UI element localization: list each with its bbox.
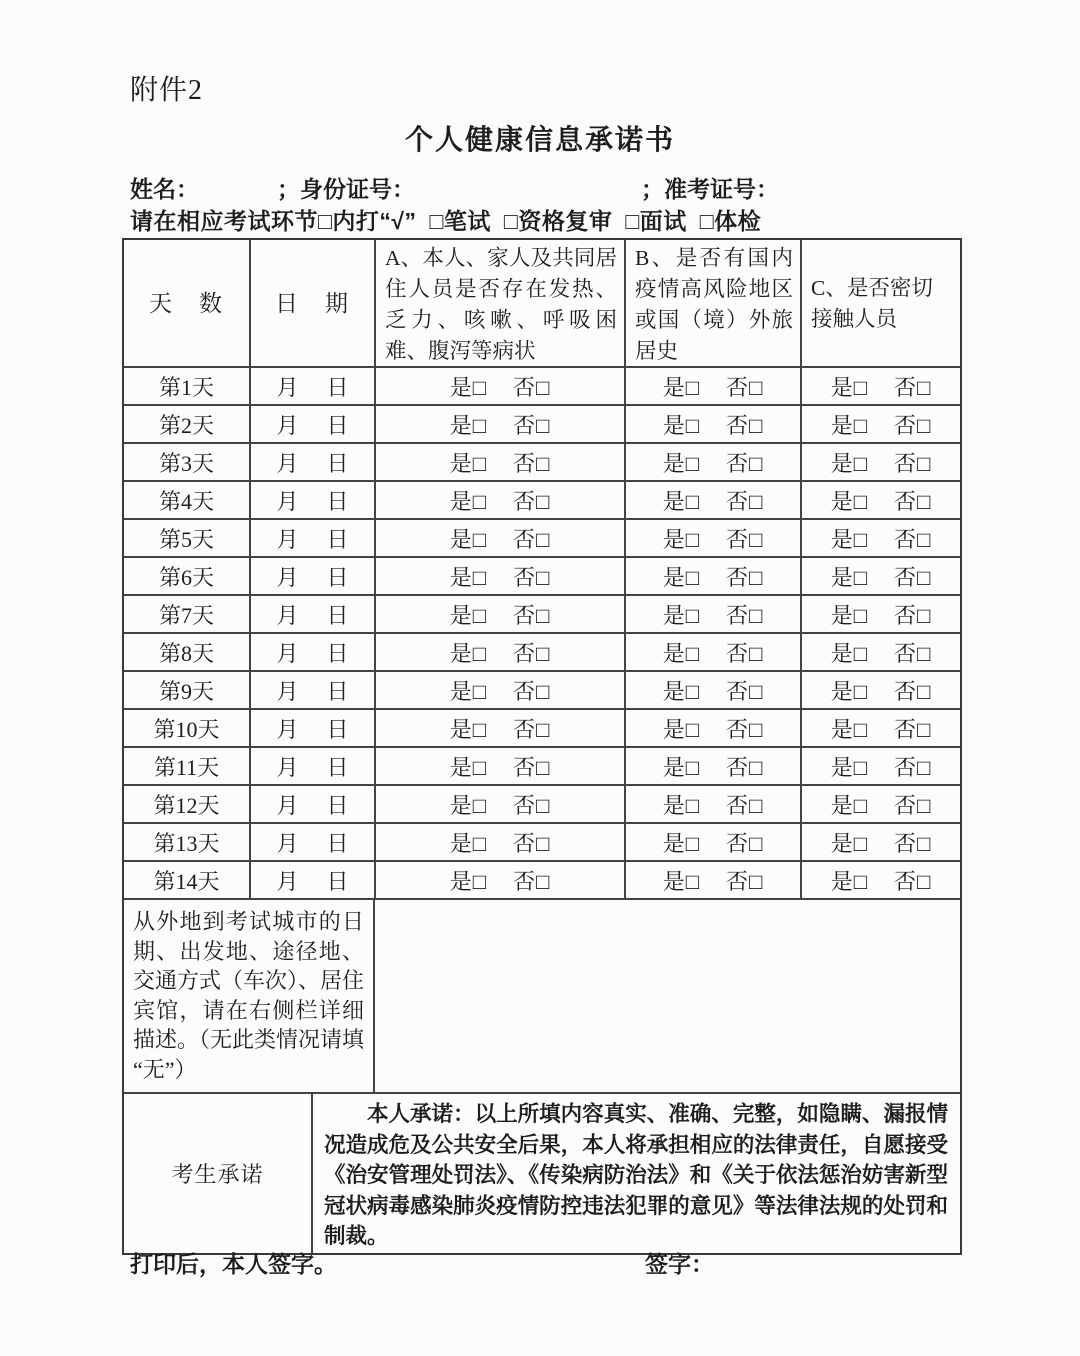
- no-checkbox[interactable]: 否□: [726, 716, 764, 742]
- symptoms-answer-cell: [374, 558, 624, 594]
- close-contact-answer-cell: [800, 482, 960, 518]
- yes-checkbox[interactable]: 是□: [449, 488, 487, 514]
- table-row: [124, 556, 960, 594]
- date-cell[interactable]: [249, 368, 374, 404]
- close-contact-answer-cell: [800, 748, 960, 784]
- day-number-cell: [124, 786, 249, 822]
- candidate-promise-row: [124, 1092, 960, 1253]
- day-label: 日: [326, 754, 349, 780]
- day-number: 第12天: [153, 792, 220, 818]
- yes-checkbox[interactable]: 是□: [662, 374, 700, 400]
- id-number-field-label: ；身份证号：: [277, 176, 415, 202]
- day-number: 第9天: [158, 678, 214, 704]
- date-cell[interactable]: [249, 406, 374, 442]
- header-travel-history-question: B、是否有国内疫情高风险地区或国（境）外旅居史: [624, 240, 800, 367]
- close-contact-answer-cell: [800, 520, 960, 556]
- date-cell[interactable]: [249, 634, 374, 670]
- no-checkbox[interactable]: 否□: [513, 488, 551, 514]
- yes-checkbox[interactable]: 是□: [449, 526, 487, 552]
- day-number-cell: [124, 596, 249, 632]
- no-checkbox[interactable]: 否□: [513, 640, 551, 666]
- symptoms-answer-cell: [374, 824, 624, 860]
- no-checkbox[interactable]: 否□: [513, 792, 551, 818]
- day-number: 第8天: [158, 640, 214, 666]
- no-checkbox[interactable]: 否□: [894, 488, 932, 514]
- symptoms-answer-cell: [374, 786, 624, 822]
- month-label: 月: [276, 526, 299, 552]
- no-checkbox[interactable]: 否□: [726, 488, 764, 514]
- date-cell[interactable]: [249, 444, 374, 480]
- day-label: 日: [326, 792, 349, 818]
- yes-checkbox[interactable]: 是□: [830, 450, 868, 476]
- attachment-label: 附件2: [130, 75, 204, 106]
- close-contact-answer-cell: [800, 710, 960, 746]
- no-checkbox[interactable]: 否□: [894, 830, 932, 856]
- day-label: 日: [326, 640, 349, 666]
- travel-history-answer-cell: [624, 710, 800, 746]
- no-checkbox[interactable]: 否□: [894, 374, 932, 400]
- table-header-row: [124, 240, 960, 366]
- travel-details-input-area[interactable]: [375, 900, 960, 1092]
- yes-checkbox[interactable]: 是□: [830, 526, 868, 552]
- promise-body: [313, 1094, 960, 1253]
- yes-checkbox[interactable]: 是□: [449, 374, 487, 400]
- yes-checkbox[interactable]: 是□: [830, 830, 868, 856]
- close-contact-answer-cell: [800, 558, 960, 594]
- month-label: 月: [276, 412, 299, 438]
- month-label: 月: [276, 792, 299, 818]
- day-number: 第2天: [158, 412, 214, 438]
- yes-checkbox[interactable]: 是□: [830, 488, 868, 514]
- symptoms-answer-cell: [374, 368, 624, 404]
- month-label: 月: [276, 374, 299, 400]
- month-label: 月: [276, 830, 299, 856]
- travel-history-answer-cell: [624, 824, 800, 860]
- day-label: 日: [326, 488, 349, 514]
- stage-checkbox-qualification-review[interactable]: □资格复审: [503, 208, 613, 234]
- yes-checkbox[interactable]: 是□: [449, 450, 487, 476]
- promise-label: 考生承诺: [124, 1094, 313, 1253]
- promise-text: 本人承诺：以上所填内容真实、准确、完整，如隐瞒、漏报情况造成危及公共安全后果，本人将承担相应的法律责任，自愿接受《治安管理处罚法》、《传染病防治法》和《关于依法惩治妨害新型冠状病毒感染肺炎疫情防控违法犯罪的意见》等法律法规的处罚和制裁。: [324, 1102, 948, 1248]
- yes-checkbox[interactable]: 是□: [830, 374, 868, 400]
- no-checkbox[interactable]: 否□: [726, 792, 764, 818]
- month-label: 月: [276, 450, 299, 476]
- no-checkbox[interactable]: 否□: [894, 412, 932, 438]
- close-contact-answer-cell: [800, 406, 960, 442]
- day-label: 日: [326, 830, 349, 856]
- yes-checkbox[interactable]: 是□: [830, 792, 868, 818]
- symptoms-answer-cell: [374, 672, 624, 708]
- stage-checkbox-interview[interactable]: □面试: [625, 208, 687, 234]
- no-checkbox[interactable]: 否□: [894, 450, 932, 476]
- no-checkbox[interactable]: 否□: [726, 412, 764, 438]
- day-number-cell: [124, 710, 249, 746]
- day-label: 日: [326, 526, 349, 552]
- day-number: 第1天: [158, 374, 214, 400]
- yes-checkbox[interactable]: 是□: [662, 412, 700, 438]
- no-checkbox[interactable]: 否□: [513, 526, 551, 552]
- day-label: 日: [326, 602, 349, 628]
- no-checkbox[interactable]: 否□: [726, 602, 764, 628]
- day-number-cell: [124, 862, 249, 898]
- close-contact-answer-cell: [800, 596, 960, 632]
- yes-checkbox[interactable]: 是□: [449, 564, 487, 590]
- identity-fields-line: [0, 171, 1080, 201]
- stage-checkbox-written-exam[interactable]: □笔试: [429, 208, 491, 234]
- no-checkbox[interactable]: 否□: [894, 602, 932, 628]
- table-row: [124, 822, 960, 860]
- travel-history-answer-cell: [624, 786, 800, 822]
- yes-checkbox[interactable]: 是□: [449, 640, 487, 666]
- no-checkbox[interactable]: 否□: [513, 412, 551, 438]
- yes-checkbox[interactable]: 是□: [830, 868, 868, 894]
- header-date: 日 期: [249, 240, 374, 367]
- yes-checkbox[interactable]: 是□: [449, 868, 487, 894]
- travel-history-answer-cell: [624, 672, 800, 708]
- travel-details-row: [124, 898, 960, 1092]
- month-label: 月: [276, 716, 299, 742]
- yes-checkbox[interactable]: 是□: [449, 754, 487, 780]
- no-checkbox[interactable]: 否□: [513, 830, 551, 856]
- day-number-cell: [124, 634, 249, 670]
- stage-checkbox-physical-exam[interactable]: □体检: [699, 208, 762, 234]
- day-label: 日: [326, 678, 349, 704]
- no-checkbox[interactable]: 否□: [894, 716, 932, 742]
- symptoms-answer-cell: [374, 862, 624, 898]
- no-checkbox[interactable]: 否□: [513, 716, 551, 742]
- no-checkbox[interactable]: 否□: [513, 602, 551, 628]
- table-body: [124, 366, 960, 898]
- no-checkbox[interactable]: 否□: [894, 868, 932, 894]
- close-contact-answer-cell: [800, 824, 960, 860]
- date-cell[interactable]: [249, 558, 374, 594]
- travel-history-answer-cell: [624, 634, 800, 670]
- instruction-prefix: 请在相应考试环节□内打“√”: [130, 208, 417, 234]
- header-symptoms-question: A、本人、家人及共同居住人员是否存在发热、乏力、咳嗽、呼吸困难、腹泻等病状: [374, 240, 624, 367]
- day-number-cell: [124, 824, 249, 860]
- day-number: 第14天: [153, 868, 220, 894]
- yes-checkbox[interactable]: 是□: [662, 602, 700, 628]
- no-checkbox[interactable]: 否□: [726, 564, 764, 590]
- date-cell[interactable]: [249, 786, 374, 822]
- table-row: [124, 670, 960, 708]
- travel-history-answer-cell: [624, 558, 800, 594]
- no-checkbox[interactable]: 否□: [726, 754, 764, 780]
- no-checkbox[interactable]: 否□: [726, 374, 764, 400]
- month-label: 月: [276, 564, 299, 590]
- yes-checkbox[interactable]: 是□: [662, 678, 700, 704]
- day-label: 日: [326, 450, 349, 476]
- travel-history-answer-cell: [624, 596, 800, 632]
- day-label: 日: [326, 868, 349, 894]
- date-cell[interactable]: [249, 520, 374, 556]
- table-row: [124, 708, 960, 746]
- travel-history-answer-cell: [624, 520, 800, 556]
- travel-history-answer-cell: [624, 862, 800, 898]
- no-checkbox[interactable]: 否□: [894, 678, 932, 704]
- yes-checkbox[interactable]: 是□: [662, 450, 700, 476]
- yes-checkbox[interactable]: 是□: [662, 526, 700, 552]
- day-number: 第10天: [153, 716, 220, 742]
- header-close-contact-question: C、是否密切接触人员: [800, 240, 960, 367]
- print-sign-note: 打印后，本人签字。: [130, 1251, 337, 1277]
- no-checkbox[interactable]: 否□: [726, 868, 764, 894]
- yes-checkbox[interactable]: 是□: [830, 754, 868, 780]
- table-row: [124, 442, 960, 480]
- signature-label: 签字：: [645, 1251, 714, 1277]
- day-label: 日: [326, 412, 349, 438]
- name-field-label: 姓名：: [130, 176, 199, 202]
- table-row: [124, 366, 960, 404]
- month-label: 月: [276, 678, 299, 704]
- symptoms-answer-cell: [374, 406, 624, 442]
- no-checkbox[interactable]: 否□: [513, 868, 551, 894]
- table-row: [124, 746, 960, 784]
- symptoms-answer-cell: [374, 444, 624, 480]
- no-checkbox[interactable]: 否□: [894, 640, 932, 666]
- day-number: 第4天: [158, 488, 214, 514]
- day-label: 日: [326, 716, 349, 742]
- yes-checkbox[interactable]: 是□: [662, 792, 700, 818]
- day-label: 日: [326, 374, 349, 400]
- no-checkbox[interactable]: 否□: [513, 678, 551, 704]
- yes-checkbox[interactable]: 是□: [449, 716, 487, 742]
- symptoms-answer-cell: [374, 520, 624, 556]
- day-number-cell: [124, 748, 249, 784]
- month-label: 月: [276, 754, 299, 780]
- table-row: [124, 404, 960, 442]
- table-row: [124, 632, 960, 670]
- yes-checkbox[interactable]: 是□: [830, 640, 868, 666]
- no-checkbox[interactable]: 否□: [726, 830, 764, 856]
- health-declaration-table: [122, 238, 962, 1255]
- yes-checkbox[interactable]: 是□: [662, 488, 700, 514]
- yes-checkbox[interactable]: 是□: [662, 754, 700, 780]
- date-cell[interactable]: [249, 482, 374, 518]
- exam-stage-instruction: [130, 203, 761, 236]
- travel-history-answer-cell: [624, 748, 800, 784]
- table-row: [124, 518, 960, 556]
- no-checkbox[interactable]: 否□: [894, 564, 932, 590]
- day-number-cell: [124, 520, 249, 556]
- close-contact-answer-cell: [800, 672, 960, 708]
- table-row: [124, 784, 960, 822]
- travel-history-answer-cell: [624, 482, 800, 518]
- no-checkbox[interactable]: 否□: [894, 792, 932, 818]
- close-contact-answer-cell: [800, 862, 960, 898]
- symptoms-answer-cell: [374, 634, 624, 670]
- day-number: 第7天: [158, 602, 214, 628]
- day-label: 日: [326, 564, 349, 590]
- day-number: 第6天: [158, 564, 214, 590]
- yes-checkbox[interactable]: 是□: [830, 716, 868, 742]
- yes-checkbox[interactable]: 是□: [449, 602, 487, 628]
- close-contact-answer-cell: [800, 786, 960, 822]
- header-days: 天 数: [149, 291, 224, 316]
- travel-details-instruction: 从外地到考试城市的日期、出发地、途径地、交通方式（车次）、居住宾馆，请在右侧栏详细描述。（无此类情况请填“无”）: [124, 900, 375, 1092]
- date-cell[interactable]: [249, 672, 374, 708]
- no-checkbox[interactable]: 否□: [726, 450, 764, 476]
- yes-checkbox[interactable]: 是□: [662, 640, 700, 666]
- day-number-cell: [124, 368, 249, 404]
- symptoms-answer-cell: [374, 748, 624, 784]
- day-number: 第3天: [158, 450, 214, 476]
- travel-history-answer-cell: [624, 444, 800, 480]
- table-row: [124, 860, 960, 898]
- yes-checkbox[interactable]: 是□: [830, 412, 868, 438]
- yes-checkbox[interactable]: 是□: [662, 868, 700, 894]
- close-contact-answer-cell: [800, 444, 960, 480]
- no-checkbox[interactable]: 否□: [513, 754, 551, 780]
- month-label: 月: [276, 602, 299, 628]
- yes-checkbox[interactable]: 是□: [830, 602, 868, 628]
- yes-checkbox[interactable]: 是□: [449, 678, 487, 704]
- symptoms-answer-cell: [374, 596, 624, 632]
- date-cell[interactable]: [249, 862, 374, 898]
- admission-number-field-label: ；准考证号：: [641, 176, 779, 202]
- no-checkbox[interactable]: 否□: [726, 678, 764, 704]
- no-checkbox[interactable]: 否□: [894, 526, 932, 552]
- yes-checkbox[interactable]: 是□: [662, 830, 700, 856]
- date-cell[interactable]: [249, 824, 374, 860]
- date-cell[interactable]: [249, 596, 374, 632]
- close-contact-answer-cell: [800, 634, 960, 670]
- yes-checkbox[interactable]: 是□: [449, 830, 487, 856]
- day-number-cell: [124, 406, 249, 442]
- month-label: 月: [276, 488, 299, 514]
- no-checkbox[interactable]: 否□: [513, 564, 551, 590]
- yes-checkbox[interactable]: 是□: [662, 564, 700, 590]
- close-contact-answer-cell: [800, 368, 960, 404]
- symptoms-answer-cell: [374, 710, 624, 746]
- table-row: [124, 594, 960, 632]
- month-label: 月: [276, 868, 299, 894]
- yes-checkbox[interactable]: 是□: [449, 792, 487, 818]
- month-label: 月: [276, 640, 299, 666]
- day-number: 第5天: [158, 526, 214, 552]
- day-number: 第11天: [153, 754, 220, 780]
- no-checkbox[interactable]: 否□: [513, 450, 551, 476]
- no-checkbox[interactable]: 否□: [726, 526, 764, 552]
- day-number-cell: [124, 444, 249, 480]
- symptoms-answer-cell: [374, 482, 624, 518]
- date-cell[interactable]: [249, 710, 374, 746]
- no-checkbox[interactable]: 否□: [726, 640, 764, 666]
- table-row: [124, 480, 960, 518]
- travel-history-answer-cell: [624, 368, 800, 404]
- day-number-cell: [124, 672, 249, 708]
- date-cell[interactable]: [249, 748, 374, 784]
- no-checkbox[interactable]: 否□: [894, 754, 932, 780]
- yes-checkbox[interactable]: 是□: [830, 678, 868, 704]
- yes-checkbox[interactable]: 是□: [830, 564, 868, 590]
- no-checkbox[interactable]: 否□: [513, 374, 551, 400]
- yes-checkbox[interactable]: 是□: [449, 412, 487, 438]
- day-number-cell: [124, 558, 249, 594]
- yes-checkbox[interactable]: 是□: [662, 716, 700, 742]
- page-title: 个人健康信息承诺书: [404, 125, 675, 156]
- day-number: 第13天: [153, 830, 220, 856]
- travel-history-answer-cell: [624, 406, 800, 442]
- day-number-cell: [124, 482, 249, 518]
